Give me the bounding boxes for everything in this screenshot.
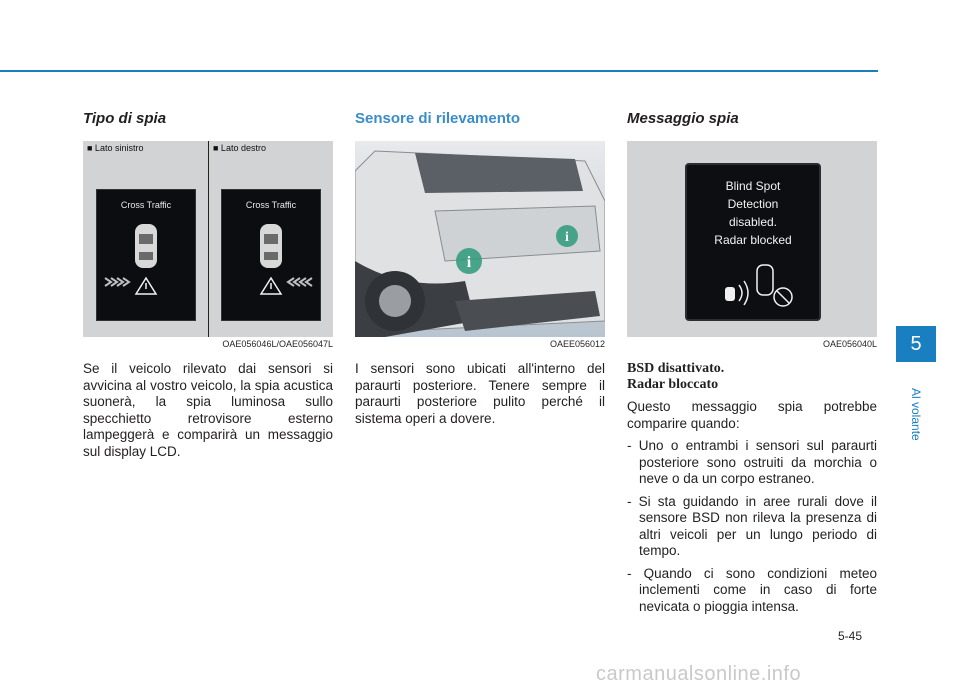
lcd-display: [685, 163, 821, 321]
lcd-line-2: Detection: [727, 197, 779, 211]
lcd-line-3: disabled.: [728, 215, 778, 229]
mirror-display-right: [221, 189, 321, 321]
panel-divider: [208, 141, 209, 337]
top-rule: [0, 70, 878, 72]
message-title-line-2: Radar bloccato: [627, 377, 719, 392]
list-item: - Si sta guidando in aree rurali dove il sensore BSD non rileva la presenza di altri veicoli per un lungo periodo di tempo.: [627, 493, 877, 558]
cross-traffic-label-right: Cross Traffic: [245, 200, 297, 210]
list-item: - Quando ci sono condizioni meteo inclementi come in caso di forte nevicata o pioggia intensa.: [627, 565, 877, 614]
svg-text:i: i: [565, 230, 569, 245]
figure-caption: OAE056040L: [822, 339, 877, 349]
message-title-line-1: BSD disattivato.: [627, 361, 725, 376]
lcd-line-1: Blind Spot: [725, 179, 781, 193]
panel-label-left: ■ Lato sinistro: [87, 143, 144, 153]
lcd-line-4: Radar blocked: [714, 233, 792, 247]
watermark: carmanualsonline.info: [596, 663, 802, 685]
section-heading-warning-message: Messaggio spia: [627, 110, 739, 127]
chapter-tab: 5: [896, 326, 936, 362]
figure-car-rear: [355, 141, 605, 337]
cross-traffic-label-left: Cross Traffic: [120, 200, 172, 210]
list-item: - Uno o entrambi i sensori sul paraurti posteriore sono ostruiti da morchia o neve o da un corpo estraneo.: [627, 438, 877, 486]
figure-mirror-indicators: [83, 141, 333, 337]
warning-triangle-icon: [97, 190, 195, 320]
blocked-circle-icon: [687, 165, 819, 319]
body-paragraph: I sensori sono ubicati all'interno del paraurti posteriore. Tenere sempre il paraurti posteriore pulito perché il sistema operi a dovere.: [355, 361, 605, 426]
figure-caption: OAEE056012: [549, 339, 605, 349]
svg-text:i: i: [466, 254, 472, 271]
panel-label-right: ■ Lato destro: [213, 143, 266, 153]
column-sensor: [355, 110, 605, 427]
mirror-display-left: [96, 189, 196, 321]
chapter-label: Al volante: [909, 388, 923, 441]
column-warning-type: [83, 110, 333, 460]
section-heading-warning-type: Tipo di spia: [83, 110, 167, 127]
figure-lcd-message: [627, 141, 877, 337]
intro-paragraph: Questo messaggio spia potrebbe comparire quando:: [627, 399, 877, 431]
page-number: 5-45: [838, 629, 863, 643]
warning-triangle-icon: [222, 190, 320, 320]
figure-caption: OAE056046L/OAE056047L: [222, 339, 333, 349]
section-heading-sensor: Sensore di rilevamento: [355, 110, 521, 127]
body-paragraph: Se il veicolo rilevato dai sensori si avvicina al vostro veicolo, la spia acustica suonerà, la spia luminosa sullo specchietto retrovisore esterno lampeggerà e comparirà un messaggio sul display LCD.: [83, 361, 333, 459]
message-title: [627, 361, 877, 393]
column-warning-message: [627, 110, 877, 621]
sensor-marker-icon: [355, 141, 605, 337]
